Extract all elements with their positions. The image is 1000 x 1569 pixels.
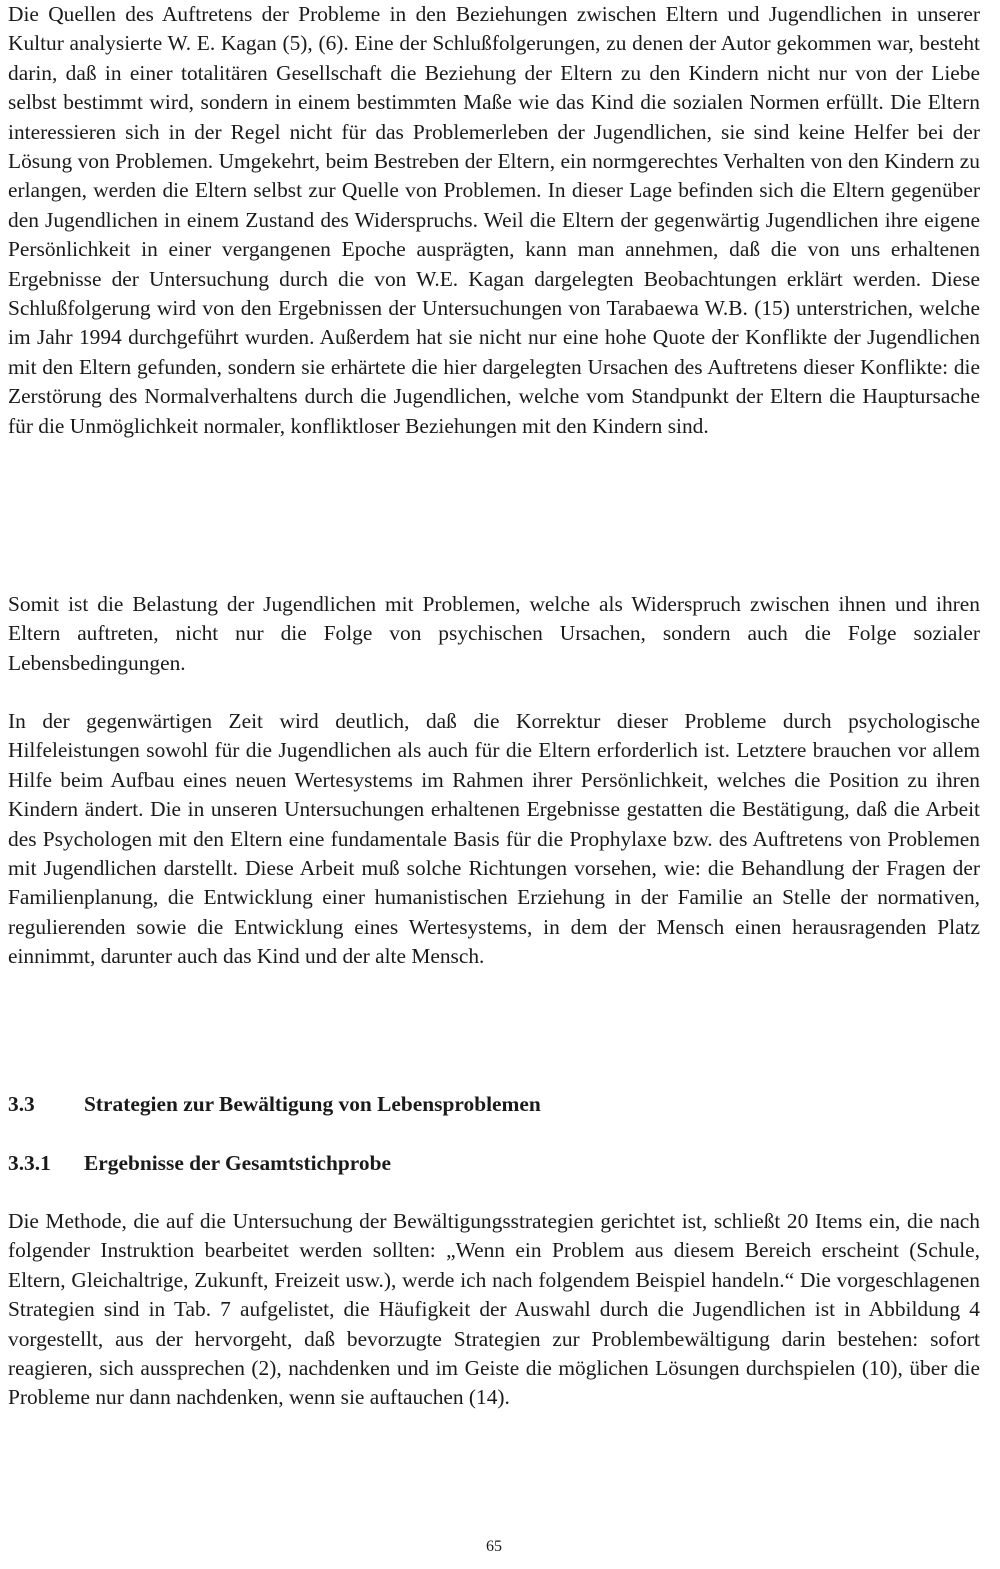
paragraph-korrektur: In der gegenwärtigen Zeit wird deutlich, daß die Korrektur dieser Probleme durch psychologische Hilfeleistungen sowohl für die Jugendlichen als auch für die Eltern erforderlich ist. Letztere brauchen vor allem Hilfe beim Aufbau eines neuen Wertesystems im Rahmen ihrer Persönlichkeit, welches die Position zu ihren Kindern ändert. Die in unseren Untersuchungen erhaltenen Ergebnisse gestatten die Bestätigung, daß die Arbeit des Psychologen mit den Eltern eine fundamentale Basis für die Prophylaxe bzw. des Auftretens von Problemen mit Jugendlichen darstellt. Diese Arbeit muß solche Richtungen vorsehen, wie: die Behandlung der Fragen der Familienplanung, die Entwicklung einer humanistischen Erziehung in der Familie an Stelle der normativen, regulierenden sowie die Entwicklung eines Wertesystems, in dem der Mensch einen herausragenden Platz einnimmt, darunter auch das Kind und der alte Mensch. [8,709,980,969]
section-number: 3.3 [8,1092,35,1116]
subsection-title: Ergebnisse der Gesamtstichprobe [84,1151,391,1175]
subsection-number: 3.3.1 [8,1151,51,1175]
paragraph-belastung: Somit ist die Belastung der Jugendlichen mit Problemen, welche als Widerspruch zwischen ihnen und ihren Eltern auftreten, nicht nur die Folge von psychischen Ursachen, sondern auch die Folge sozialer Lebensbedingungen. [8,592,980,675]
page-number: 65 [486,1538,502,1555]
subsection-heading [8,1149,391,1177]
paragraph-methode: Die Methode, die auf die Untersuchung der Bewältigungsstrategien gerichtet ist, schließt 20 Items ein, die nach folgender Instruktion bearbeitet werden sollten: „Wenn ein Problem aus diesem Bereich erscheint (Schule, Eltern, Gleichaltrige, Zukunft, Freizeit usw.), werde ich nach folgendem Beispiel handeln.“ Die vorgeschlagenen Strategien sind in Tab. 7 aufgelistet, die Häufigkeit der Auswahl durch die Jugendlichen ist in Abbildung 4 vorgestellt, aus der hervorgeht, daß bevorzugte Strategien zur Problembewältigung darin bestehen: sofort reagieren, sich aussprechen (2), nachdenken und im Geiste die möglichen Lösungen durchspielen (10), über die Probleme nur dann nachdenken, wenn sie auftauchen (14). [8,1209,980,1410]
paragraph-kagan-analysis: Die Quellen des Auftretens der Probleme in den Beziehungen zwischen Eltern und Jugendlichen in unserer Kultur analysierte W. E. Kagan (5), (6). Eine der Schlußfolgerungen, zu denen der Autor gekommen war, besteht darin, daß in einer totalitären Gesellschaft die Beziehung der Eltern zu den Kindern nicht nur von der Liebe selbst bestimmt wird, sondern in einem bestimmten Maße wie das Kind die sozialen Normen erfüllt. Die Eltern interessieren sich in der Regel nicht für das Problemerleben der Jugendlichen, sie sind keine Helfer bei der Lösung von Problemen. Umgekehrt, beim Bestreben der Eltern, ein normgerechtes Verhalten von den Kindern zu erlangen, werden die Eltern selbst zur Quelle von Problemen. In dieser Lage befinden sich die Eltern gegenüber den Jugendlichen in einem Zustand des Widerspruchs. Weil die Eltern der gegenwärtig Jugendlichen ihre eigene Persönlichkeit in einer vergangenen Epoche ausprägten, kann man annehmen, daß die von uns erhaltenen Ergebnisse der Untersuchung durch die von W.E. Kagan dargelegten Beobachtungen erklärt werden. Diese Schlußfolgerung wird von den Ergebnissen der Untersuchungen von Tarabaewa W.B. (15) unterstrichen, welche im Jahr 1994 durchgeführt wurden. Außerdem hat sie nicht nur eine hohe Quote der Konflikte der Jugendlichen mit den Eltern gefunden, sondern sie erhärtete die hier dargelegten Ursachen des Auftretens dieser Konflikte: die Zerstörung des Normalverhaltens durch die Jugendlichen, welche vom Standpunkt der Eltern die Hauptursache für die Unmöglichkeit normaler, konfliktloser Beziehungen mit den Kindern sind. [8,2,980,438]
section-heading [8,1090,541,1118]
document-page [8,0,980,1569]
section-title: Strategien zur Bewältigung von Lebensproblemen [84,1092,541,1116]
